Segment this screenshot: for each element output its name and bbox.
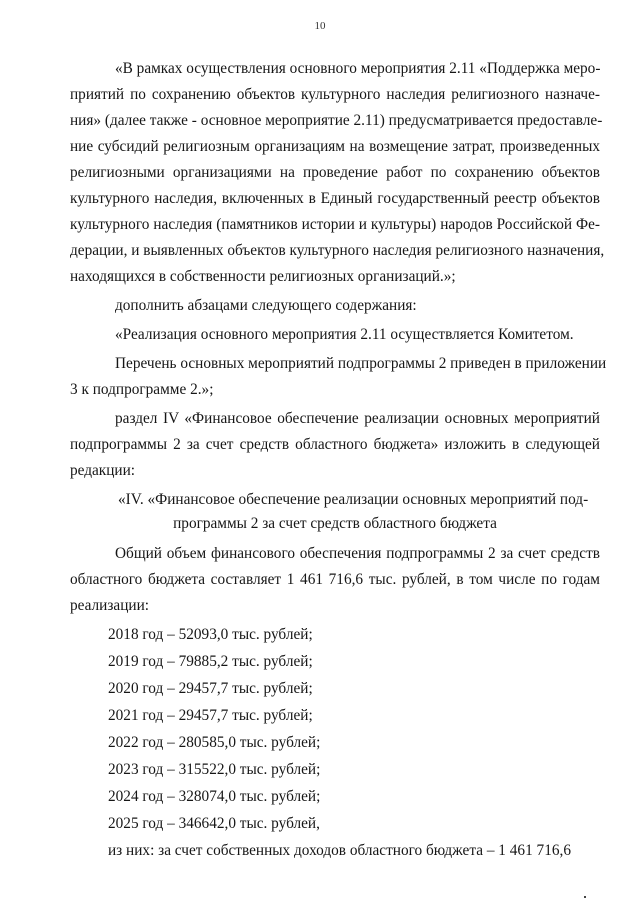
section-heading-line: программы 2 за счет средств областного бюджета: [173, 515, 497, 532]
year-funding: 2018 год – 52093,0 тыс. рублей;: [108, 626, 313, 643]
year-funding: 2020 год – 29457,7 тыс. рублей;: [108, 680, 313, 697]
section-instruction-line: раздел IV «Финансовое обеспечение реализации основных мероприятий: [115, 410, 600, 427]
paragraph-line: культурного наследия, включенных в Единый государственный реестр объектов: [70, 190, 600, 207]
measures-line: Перечень основных мероприятий подпрограммы 2 приведен в приложении: [115, 355, 607, 372]
year-funding: 2021 год – 29457,7 тыс. рублей;: [108, 707, 313, 724]
year-funding: 2025 год – 346642,0 тыс. рублей,: [108, 815, 320, 832]
paragraph-line: религиозными организациями на проведение работ по сохранению объектов: [70, 164, 600, 181]
realization-text: «Реализация основного мероприятия 2.11 осуществляется Комитетом.: [115, 326, 574, 343]
section-heading-line: «IV. «Финансовое обеспечение реализации основных мероприятий под-: [118, 491, 589, 508]
paragraph-line: культурного наследия (памятников истории и культуры) народов Российской Фе-: [70, 216, 600, 233]
paragraph-line: ние субсидий религиозным организациям на возмещение затрат, произведенных: [70, 138, 600, 155]
paragraph-line: ния» (далее также - основное мероприятие 2.11) предусматривается предоставле-: [70, 112, 603, 129]
paragraph-line: приятий по сохранению объектов культурного наследия религиозного назначе-: [70, 86, 600, 103]
paragraph-line: дерации, и выявленных объектов культурного наследия религиозного назначения,: [70, 242, 605, 259]
year-funding: 2022 год – 280585,0 тыс. рублей;: [108, 734, 321, 751]
instruction-add: дополнить абзацами следующего содержания:: [115, 297, 417, 314]
scan-mark: [584, 896, 586, 898]
section-instruction-line: редакции:: [70, 462, 136, 479]
page-number: 10: [314, 20, 326, 32]
year-funding: 2023 год – 315522,0 тыс. рублей;: [108, 761, 321, 778]
measures-line: 3 к подпрограмме 2.»;: [70, 381, 214, 398]
paragraph-line: «В рамках осуществления основного мероприятия 2.11 «Поддержка меро-: [115, 60, 601, 77]
total-funding-line: областного бюджета составляет 1 461 716,6 тыс. рублей, в том числе по годам: [70, 571, 600, 588]
total-funding-line: Общий объем финансового обеспечения подпрограммы 2 за счет средств: [115, 545, 600, 562]
paragraph-line: находящихся в собственности религиозных организаций.»;: [70, 268, 456, 285]
year-funding: 2019 год – 79885,2 тыс. рублей;: [108, 653, 313, 670]
total-funding-line: реализации:: [70, 597, 150, 614]
year-funding: 2024 год – 328074,0 тыс. рублей;: [108, 788, 321, 805]
section-instruction-line: подпрограммы 2 за счет средств областного бюджета» изложить в следующей: [70, 436, 600, 453]
own-income-line: из них: за счет собственных доходов областного бюджета – 1 461 716,6: [108, 842, 571, 859]
